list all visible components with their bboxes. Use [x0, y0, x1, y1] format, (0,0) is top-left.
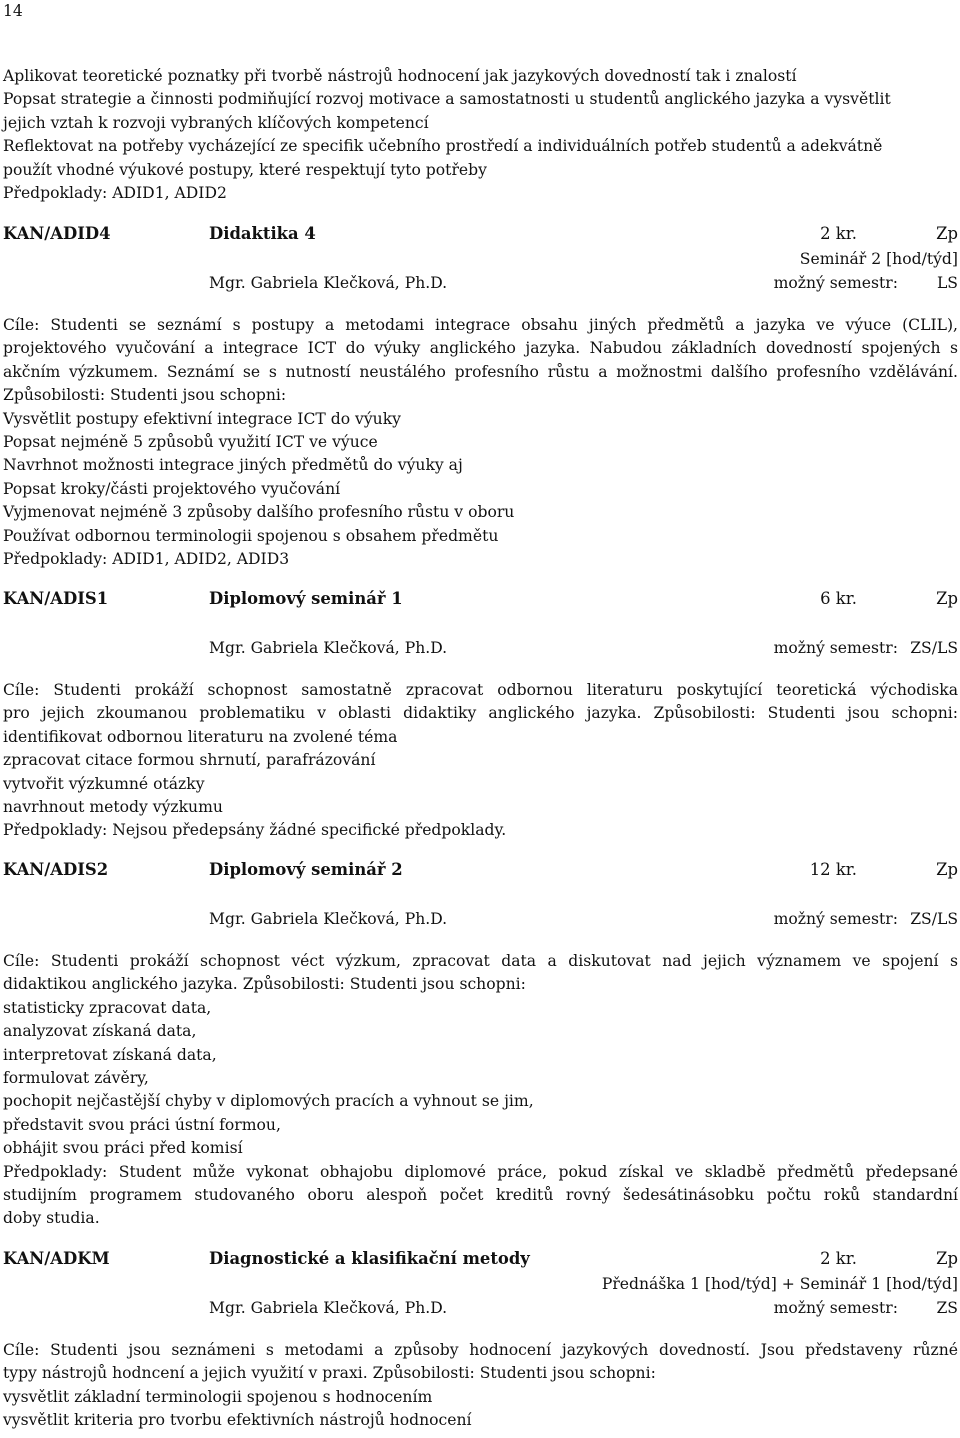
semester-label: možný semestr: [773, 1299, 898, 1317]
intro-line: Aplikovat teoretické poznatky při tvorbě nástrojů hodnocení jak jazykových dovedností tak i znalostí [3, 67, 797, 85]
description-line: Předpoklady: ADID1, ADID2, ADID3 [3, 549, 290, 568]
semester-value: ZS [936, 1299, 958, 1317]
description-line: analyzovat získaná data, [3, 1022, 197, 1041]
page-number: 14 [3, 2, 23, 20]
course-code: KAN/ADID4 [3, 224, 111, 243]
intro-line: Předpoklady: ADID1, ADID2 [3, 183, 227, 202]
course-code: KAN/ADIS1 [3, 589, 109, 608]
description-line: formulovat závěry, [3, 1068, 149, 1087]
description-line: vysvětlit základní terminologii spojenou s hodnocením [3, 1387, 433, 1406]
description-line: vytvořit výzkumné otázky [3, 774, 205, 793]
course-kan-adis1 [3, 586, 958, 843]
course-kan-adis2 [3, 857, 958, 1231]
description-line: navrhnout metody výzkumu [3, 797, 223, 816]
semester-value: ZS/LS [910, 910, 958, 928]
course-teacher: Mgr. Gabriela Klečková, Ph.D. [209, 910, 448, 928]
course-teacher-row [3, 271, 958, 295]
course-name: Diplomový seminář 2 [209, 860, 403, 879]
description-line: zpracovat citace formou shrnutí, parafrázování [3, 751, 376, 770]
description-line: Způsobilosti: Studenti jsou schopni: [3, 386, 287, 405]
course-code: KAN/ADIS2 [3, 860, 109, 879]
course-credits: 12 kr. [809, 860, 857, 879]
course-kan-adid4 [3, 221, 958, 571]
course-teacher-row [3, 636, 958, 660]
course-completion: Zp [936, 1249, 958, 1268]
course-name: Diplomový seminář 1 [209, 589, 403, 608]
course-teacher: Mgr. Gabriela Klečková, Ph.D. [209, 1299, 448, 1317]
course-schedule [3, 612, 958, 636]
description-line: didaktikou anglického jazyka. Způsobilosti: Studenti jsou schopni: [3, 975, 526, 994]
course-description [3, 1339, 958, 1433]
course-header [3, 857, 958, 883]
course-header [3, 1246, 958, 1272]
course-semester [774, 271, 958, 295]
description-line: projektového vyučování a integrace ICT do výuky anglického jazyka. Nabudou základních dovedností spojených s [3, 339, 958, 358]
course-teacher: Mgr. Gabriela Klečková, Ph.D. [209, 639, 448, 657]
description-line: Předpoklady: Nejsou předepsány žádné specifické předpoklady. [3, 821, 507, 840]
description-line: obhájit svou práci před komisí [3, 1139, 243, 1158]
course-description [3, 314, 958, 571]
description-line: Používat odbornou terminologii spojenou s obsahem předmětu [3, 526, 499, 545]
description-line: statisticky zpracovat data, [3, 998, 212, 1017]
course-schedule: Přednáška 1 [hod/týd] + Seminář 1 [hod/týd] [601, 1275, 958, 1293]
semester-label: možný semestr: [773, 274, 898, 292]
course-completion: Zp [936, 589, 958, 608]
description-line: Vyjmenovat nejméně 3 způsoby dalšího profesního růstu v oboru [3, 503, 515, 522]
course-credits: 6 kr. [820, 589, 857, 608]
course-semester [774, 907, 958, 931]
description-line: Navrhnot možnosti integrace jiných předmětů do výuky aj [3, 456, 463, 475]
description-line: vysvětlit kriteria pro tvorbu efektivních nástrojů hodnocení [3, 1411, 472, 1430]
course-teacher-row [3, 1296, 958, 1320]
course-description [3, 950, 958, 1231]
course-header [3, 586, 958, 612]
course-completion: Zp [936, 860, 958, 879]
intro-text [3, 65, 958, 205]
intro-line: Popsat strategie a činnosti podmiňující rozvoj motivace a samostatnosti u studentů anglického jazyka a vysvětlit [3, 90, 891, 109]
intro-line: použít vhodné výukové postupy, které respektují tyto potřeby [3, 160, 487, 179]
description-line: představit svou práci ústní formou, [3, 1115, 281, 1134]
course-credits: 2 kr. [820, 1249, 857, 1268]
course-semester [774, 1296, 958, 1320]
description-line: identifikovat odbornou literaturu na zvolené téma [3, 727, 398, 746]
description-line: Vysvětlit postupy efektivní integrace ICT do výuky [3, 409, 401, 428]
course-header [3, 221, 958, 247]
course-credits: 2 kr. [820, 224, 857, 243]
course-kan-adkm [3, 1246, 958, 1433]
semester-label: možný semestr: [773, 639, 898, 657]
description-line: pro jejich zkoumanou problematiku v oblasti didaktiky anglického jazyka. Způsobilosti: Studenti jsou schopni: [3, 704, 958, 723]
course-code: KAN/ADKM [3, 1249, 110, 1268]
description-line: Předpoklady: Student může vykonat obhajobu diplomové práce, pokud získal ve skladbě předmětů předepsané [3, 1162, 958, 1181]
description-line: akčním výzkumem. Seznámí se s nutností neustálého profesního růstu a možnostmi dalšího profesního vzdělávání. [3, 362, 958, 381]
course-description [3, 679, 958, 843]
description-line: typy nástrojů hodncení a jejich využití v praxi. Způsobilosti: Studenti jsou schopni: [3, 1364, 656, 1383]
semester-value: LS [936, 274, 958, 292]
course-teacher: Mgr. Gabriela Klečková, Ph.D. [209, 274, 448, 292]
course-teacher-row [3, 907, 958, 931]
course-name: Didaktika 4 [209, 224, 316, 243]
description-line: doby studia. [3, 1209, 100, 1228]
description-line: Cíle: Studenti prokáží schopnost samostatně zpracovat odbornou literaturu poskytující teoretická východiska [3, 681, 958, 699]
description-line: Cíle: Studenti prokáží schopnost véct výzkum, zpracovat data a diskutovat nad jejich významem ve spojení s [3, 952, 958, 970]
intro-line: Reflektovat na potřeby vycházející ze specifik učebního prostředí a individuálních potřeb studentů a adekvátně [3, 137, 883, 156]
course-name: Diagnostické a klasifikační metody [209, 1249, 530, 1268]
description-line: interpretovat získaná data, [3, 1045, 217, 1064]
intro-line: jejich vztah k rozvoji vybraných klíčových kompetencí [3, 113, 429, 132]
description-line: studijním programem studovaného oboru alespoň počet kreditů rovný šedesátinásobku počtu roků standardní [3, 1185, 958, 1204]
course-schedule: Seminář 2 [hod/týd] [799, 250, 958, 268]
semester-label: možný semestr: [773, 910, 898, 928]
description-line: Cíle: Studenti se seznámí s postupy a metodami integrace obsahu jiných předmětů a jazyka ve výuce (CLIL), [3, 316, 958, 334]
description-line: Popsat kroky/části projektového vyučování [3, 479, 341, 498]
description-line: Cíle: Studenti jsou seznámeni s metodami a způsoby hodnocení jazykových dovedností. Jsou představeny různé [3, 1341, 958, 1359]
description-line: pochopit nejčastější chyby v diplomových pracích a vyhnout se jim, [3, 1092, 534, 1111]
description-line: Popsat nejméně 5 způsobů využití ICT ve výuce [3, 432, 378, 451]
course-completion: Zp [936, 224, 958, 243]
semester-value: ZS/LS [910, 639, 958, 657]
course-schedule [3, 883, 958, 907]
course-semester [774, 636, 958, 660]
